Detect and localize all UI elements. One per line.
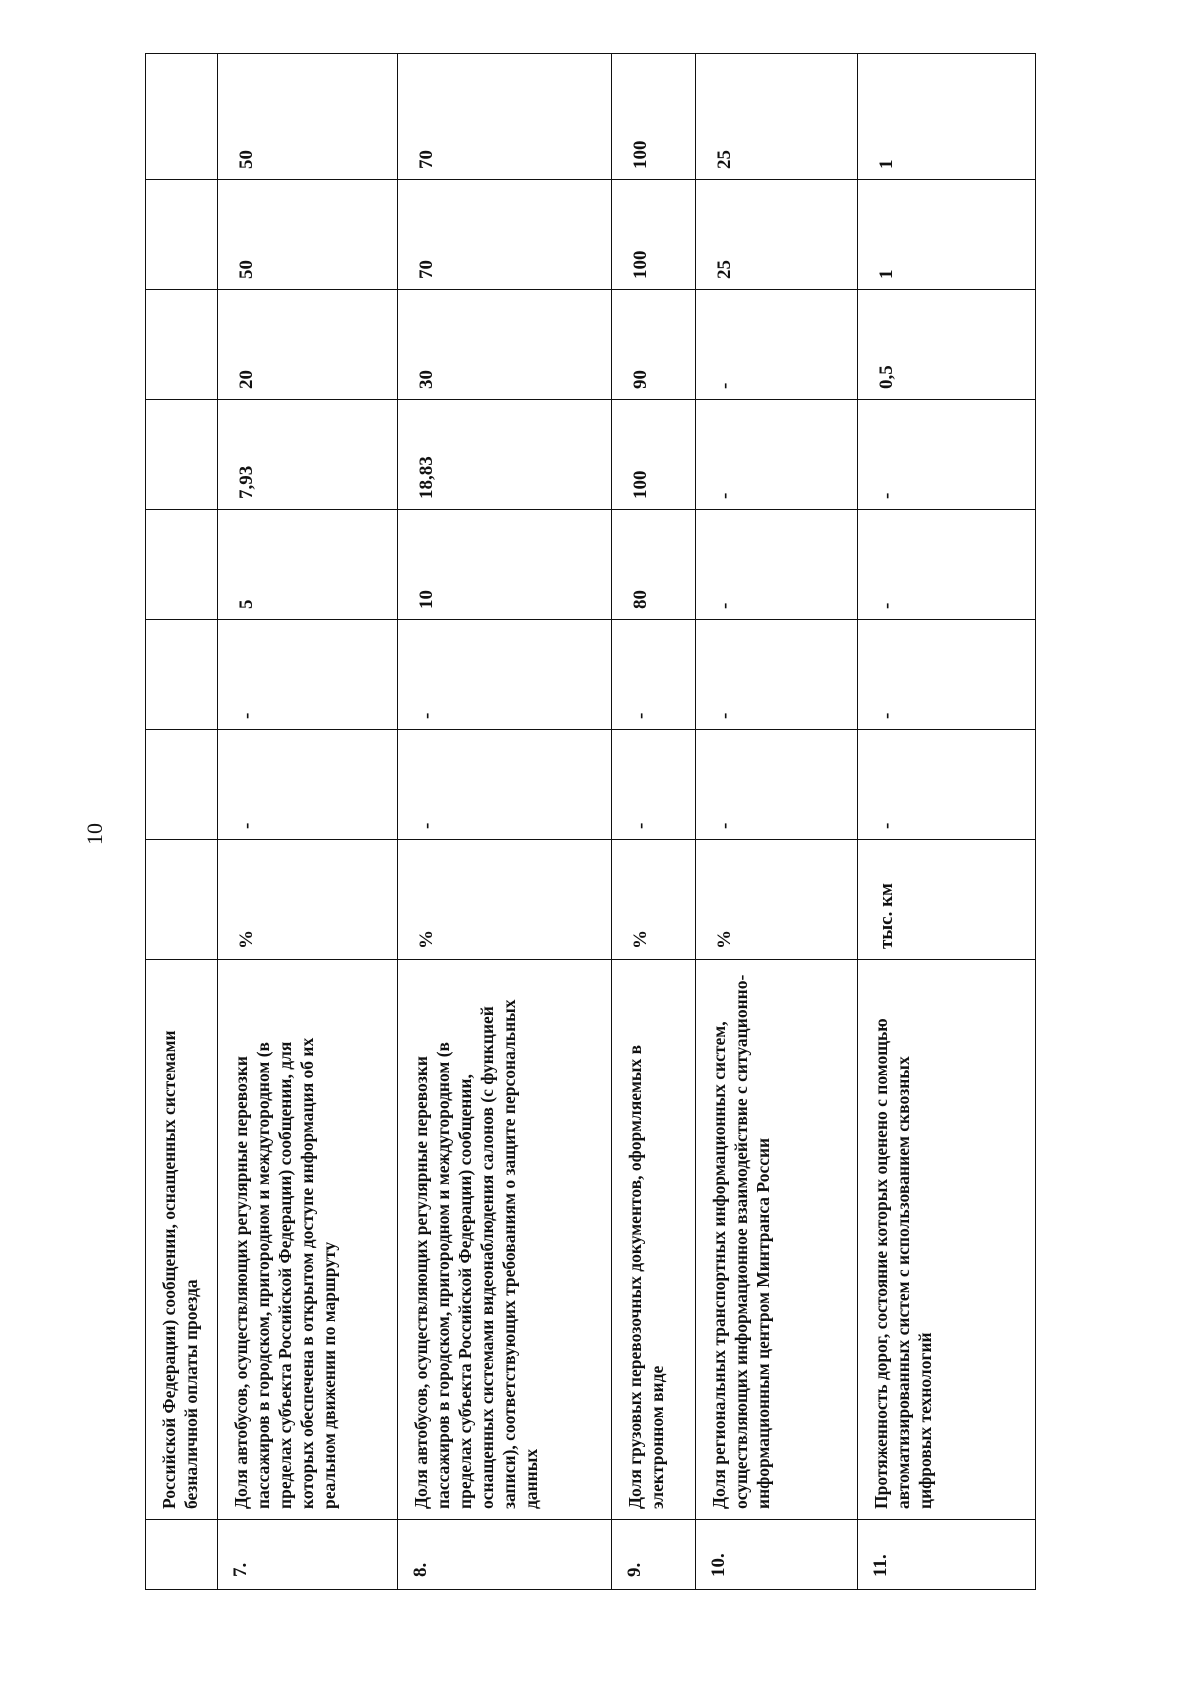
value-cell: 80: [612, 510, 696, 620]
value-cell: -: [398, 730, 612, 840]
value-cell: 20: [218, 290, 398, 400]
row-number: 11.: [858, 1520, 1036, 1590]
value-cell: 0,5: [858, 290, 1036, 400]
value-cell: -: [858, 400, 1036, 510]
table-row: [218, 54, 398, 1590]
indicator-description: Доля грузовых перевозочных документов, оформляемых в электронном виде: [612, 960, 696, 1520]
value-cell: 70: [398, 180, 612, 290]
value-cell: [146, 510, 218, 620]
value-cell: 50: [218, 54, 398, 180]
indicator-description: Доля автобусов, осуществляющих регулярные перевозки пассажиров в городском, пригородном и междугородном (в пределах субъекта Российской Федерации) сообщении, оснащенных системами видеонаблюдения салонов (с функцией записи), соответствующих требованиям о защите персональных данных: [398, 960, 612, 1520]
row-number: 7.: [218, 1520, 398, 1590]
value-cell: 100: [612, 54, 696, 180]
table-row: [398, 54, 612, 1590]
value-cell: 100: [612, 180, 696, 290]
value-cell: 100: [612, 400, 696, 510]
value-cell: 30: [398, 290, 612, 400]
value-cell: -: [696, 620, 858, 730]
value-cell: 18,83: [398, 400, 612, 510]
value-cell: -: [858, 620, 1036, 730]
indicators-table: [145, 53, 1036, 1590]
value-cell: 25: [696, 54, 858, 180]
value-cell: -: [612, 620, 696, 730]
value-cell: -: [218, 620, 398, 730]
indicator-description: Доля региональных транспортных информационных систем, осуществляющих информационное взаимодействие с ситуационно-информационным центром Минтранса России: [696, 960, 858, 1520]
value-cell: [146, 400, 218, 510]
value-cell: 70: [398, 54, 612, 180]
value-cell: -: [696, 400, 858, 510]
value-cell: -: [858, 730, 1036, 840]
unit-cell: %: [398, 840, 612, 960]
unit-cell: %: [696, 840, 858, 960]
value-cell: 90: [612, 290, 696, 400]
value-cell: -: [218, 730, 398, 840]
page-number: 10: [82, 823, 107, 845]
row-number: 8.: [398, 1520, 612, 1590]
value-cell: [146, 620, 218, 730]
unit-cell: %: [612, 840, 696, 960]
value-cell: 25: [696, 180, 858, 290]
indicator-description: Протяженность дорог, состояние которых оценено с помощью автоматизированных систем с использованием сквозных цифровых технологий: [858, 960, 1036, 1520]
unit-cell: %: [218, 840, 398, 960]
value-cell: -: [858, 510, 1036, 620]
value-cell: -: [398, 620, 612, 730]
unit-cell: тыс. км: [858, 840, 1036, 960]
value-cell: 50: [218, 180, 398, 290]
table-row: [696, 54, 858, 1590]
table-row: [858, 54, 1036, 1590]
indicator-description: Российской Федерации) сообщении, оснащенных системами безналичной оплаты проезда: [146, 960, 218, 1520]
value-cell: 1: [858, 180, 1036, 290]
value-cell: [146, 730, 218, 840]
value-cell: -: [696, 730, 858, 840]
value-cell: -: [612, 730, 696, 840]
value-cell: 7,93: [218, 400, 398, 510]
row-number: 10.: [696, 1520, 858, 1590]
value-cell: [146, 290, 218, 400]
indicator-description: Доля автобусов, осуществляющих регулярные перевозки пассажиров в городском, пригородном и междугородном (в пределах субъекта Российской Федерации) сообщении, для которых обеспечена в открытом доступе информация об их реальном движении по маршруту: [218, 960, 398, 1520]
unit-cell: [146, 840, 218, 960]
rotated-table-wrapper: [145, 54, 1035, 1590]
row-number: [146, 1520, 218, 1590]
value-cell: [146, 54, 218, 180]
value-cell: 5: [218, 510, 398, 620]
value-cell: -: [696, 290, 858, 400]
table-row: [146, 54, 218, 1590]
value-cell: -: [696, 510, 858, 620]
value-cell: 10: [398, 510, 612, 620]
row-number: 9.: [612, 1520, 696, 1590]
table-row: [612, 54, 696, 1590]
value-cell: 1: [858, 54, 1036, 180]
value-cell: [146, 180, 218, 290]
